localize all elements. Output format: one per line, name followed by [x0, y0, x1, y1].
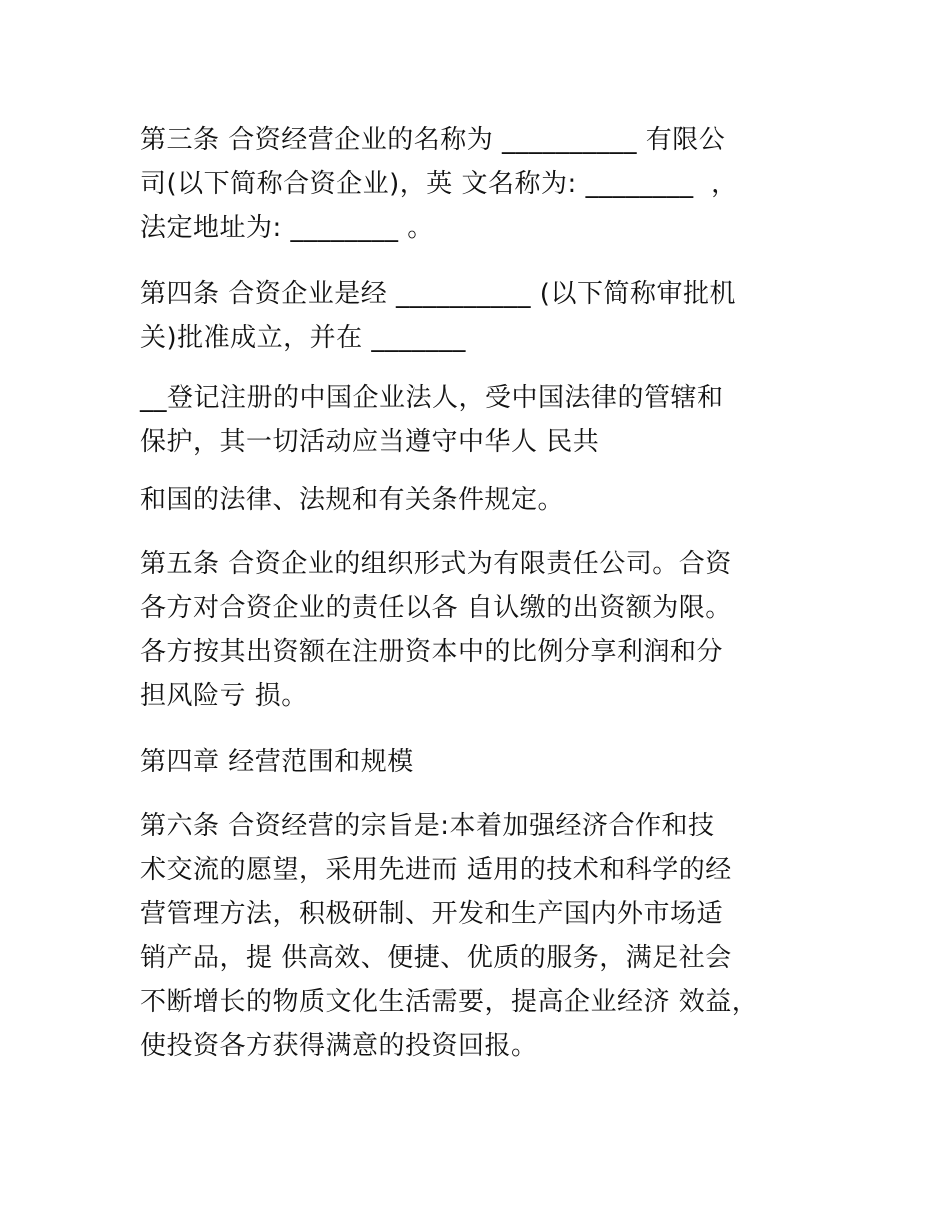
text-line: 各方按其出资额在注册资本中的比例分享利润和分: [140, 637, 724, 667]
article-4-continued-paragraph: [140, 376, 840, 464]
article-5-paragraph: [140, 542, 840, 718]
text-line: 第六条 合资经营的宗旨是:本着加强经济合作和技: [140, 811, 715, 841]
text-line: 第四条 合资企业是经 __________ (以下简称审批机: [140, 279, 736, 309]
text-line: __登记注册的中国企业法人，受中国法律的管辖和: [140, 383, 724, 413]
text-line: 关)批准成立，并在 _______: [140, 323, 466, 353]
text-line: 司(以下简称合资企业)，英 文名称为: ________ ，: [140, 169, 738, 199]
heading-line: 第四章 经营范围和规模: [140, 747, 414, 777]
text-line: 和国的法律、法规和有关条件规定。: [140, 485, 565, 515]
text-line: 第五条 合资企业的组织形式为有限责任公司。合资: [140, 549, 732, 579]
text-line: 不断增长的物质文化生活需要，提高企业经济 效益，: [140, 987, 759, 1017]
text-line: 第三条 合资经营企业的名称为 __________ 有限公: [140, 125, 726, 155]
text-line: 营管理方法，积极研制、开发和生产国内外市场适: [140, 899, 724, 929]
text-line: 法定地址为: ________ 。: [140, 213, 434, 243]
article-3-paragraph: [140, 118, 840, 250]
text-line: 担风险亏 损。: [140, 681, 308, 711]
text-line: 各方对合资企业的责任以各 自认缴的出资额为限。: [140, 593, 732, 623]
article-4-ending-paragraph: [140, 478, 840, 522]
article-4-paragraph: [140, 272, 840, 360]
text-line: 术交流的愿望，采用先进而 适用的技术和科学的经: [140, 855, 732, 885]
text-line: 保护，其一切活动应当遵守中华人 民共: [140, 427, 600, 457]
article-6-paragraph: [140, 804, 840, 1068]
text-line: 使投资各方获得满意的投资回报。: [140, 1031, 538, 1061]
text-line: 销产品，提 供高效、便捷、优质的服务，满足社会: [140, 943, 732, 973]
chapter-4-heading: [140, 740, 840, 784]
